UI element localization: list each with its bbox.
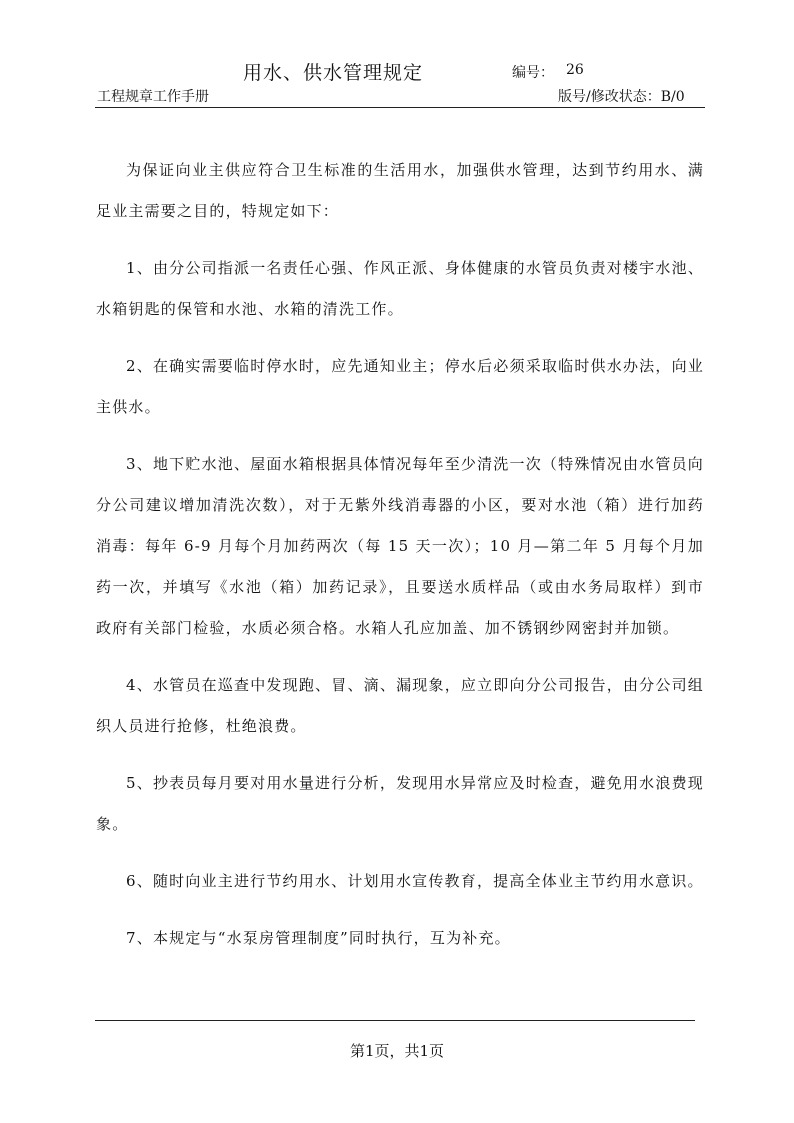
intro-paragraph: 为保证向业主供应符合卫生标准的生活用水，加强供水管理，达到节约用水、满足业主需要之目的，特规定如下： [96,161,704,220]
footer-divider [95,1020,695,1021]
rule-paragraph-7: 7、本规定与“水泵房管理制度”同时执行，互为补充。 [126,929,511,947]
rule-paragraph-4: 4、水管员在巡查中发现跑、冒、滴、漏现象，应立即向分公司报告，由分公司组织人员进行抢修，杜绝浪费。 [96,676,704,735]
number-label: 编号： [512,65,554,81]
page-number: 第1页，共1页 [349,1042,445,1060]
header-divider [95,107,705,108]
number-value: 26 [566,62,584,78]
rule-paragraph-1: 1、由分公司指派一名责任心强、作风正派、身体健康的水管员负责对楼宇水池、水箱钥匙的保管和水池、水箱的清洗工作。 [96,259,704,318]
rule-paragraph-5: 5、抄表员每月要对用水量进行分析，发现用水异常应及时检查，避免用水浪费现象。 [96,774,704,833]
document-body [96,150,704,975]
rule-paragraph-2: 2、在确实需要临时停水时，应先通知业主；停水后必须采取临时供水办法，向业主供水。 [96,357,704,416]
version-status: 版号/修改状态：B/0 [558,89,685,105]
document-title: 用水、供水管理规定 [243,62,424,84]
rule-paragraph-3: 3、地下贮水池、屋面水箱根据具体情况每年至少清洗一次（特殊情况由水管员向分公司建议增加清洗次数），对于无紫外线消毒器的小区，要对水池（箱）进行加药消毒：每年 6-9 月每个月加药两次（每 15 天一次）；10 月—第二年 5 月每个月加药一次，并填写《水池（箱）加药记录》，且要送水质样品（或由水务局取样）到市政府有关部门检验，水质必须合格。水箱人孔应加盖、加不锈钢纱网密封并加锁。 [96,455,704,637]
manual-name: 工程规章工作手册 [97,89,209,105]
rule-paragraph-6: 6、随时向业主进行节约用水、计划用水宣传教育，提高全体业主节约用水意识。 [126,872,704,890]
